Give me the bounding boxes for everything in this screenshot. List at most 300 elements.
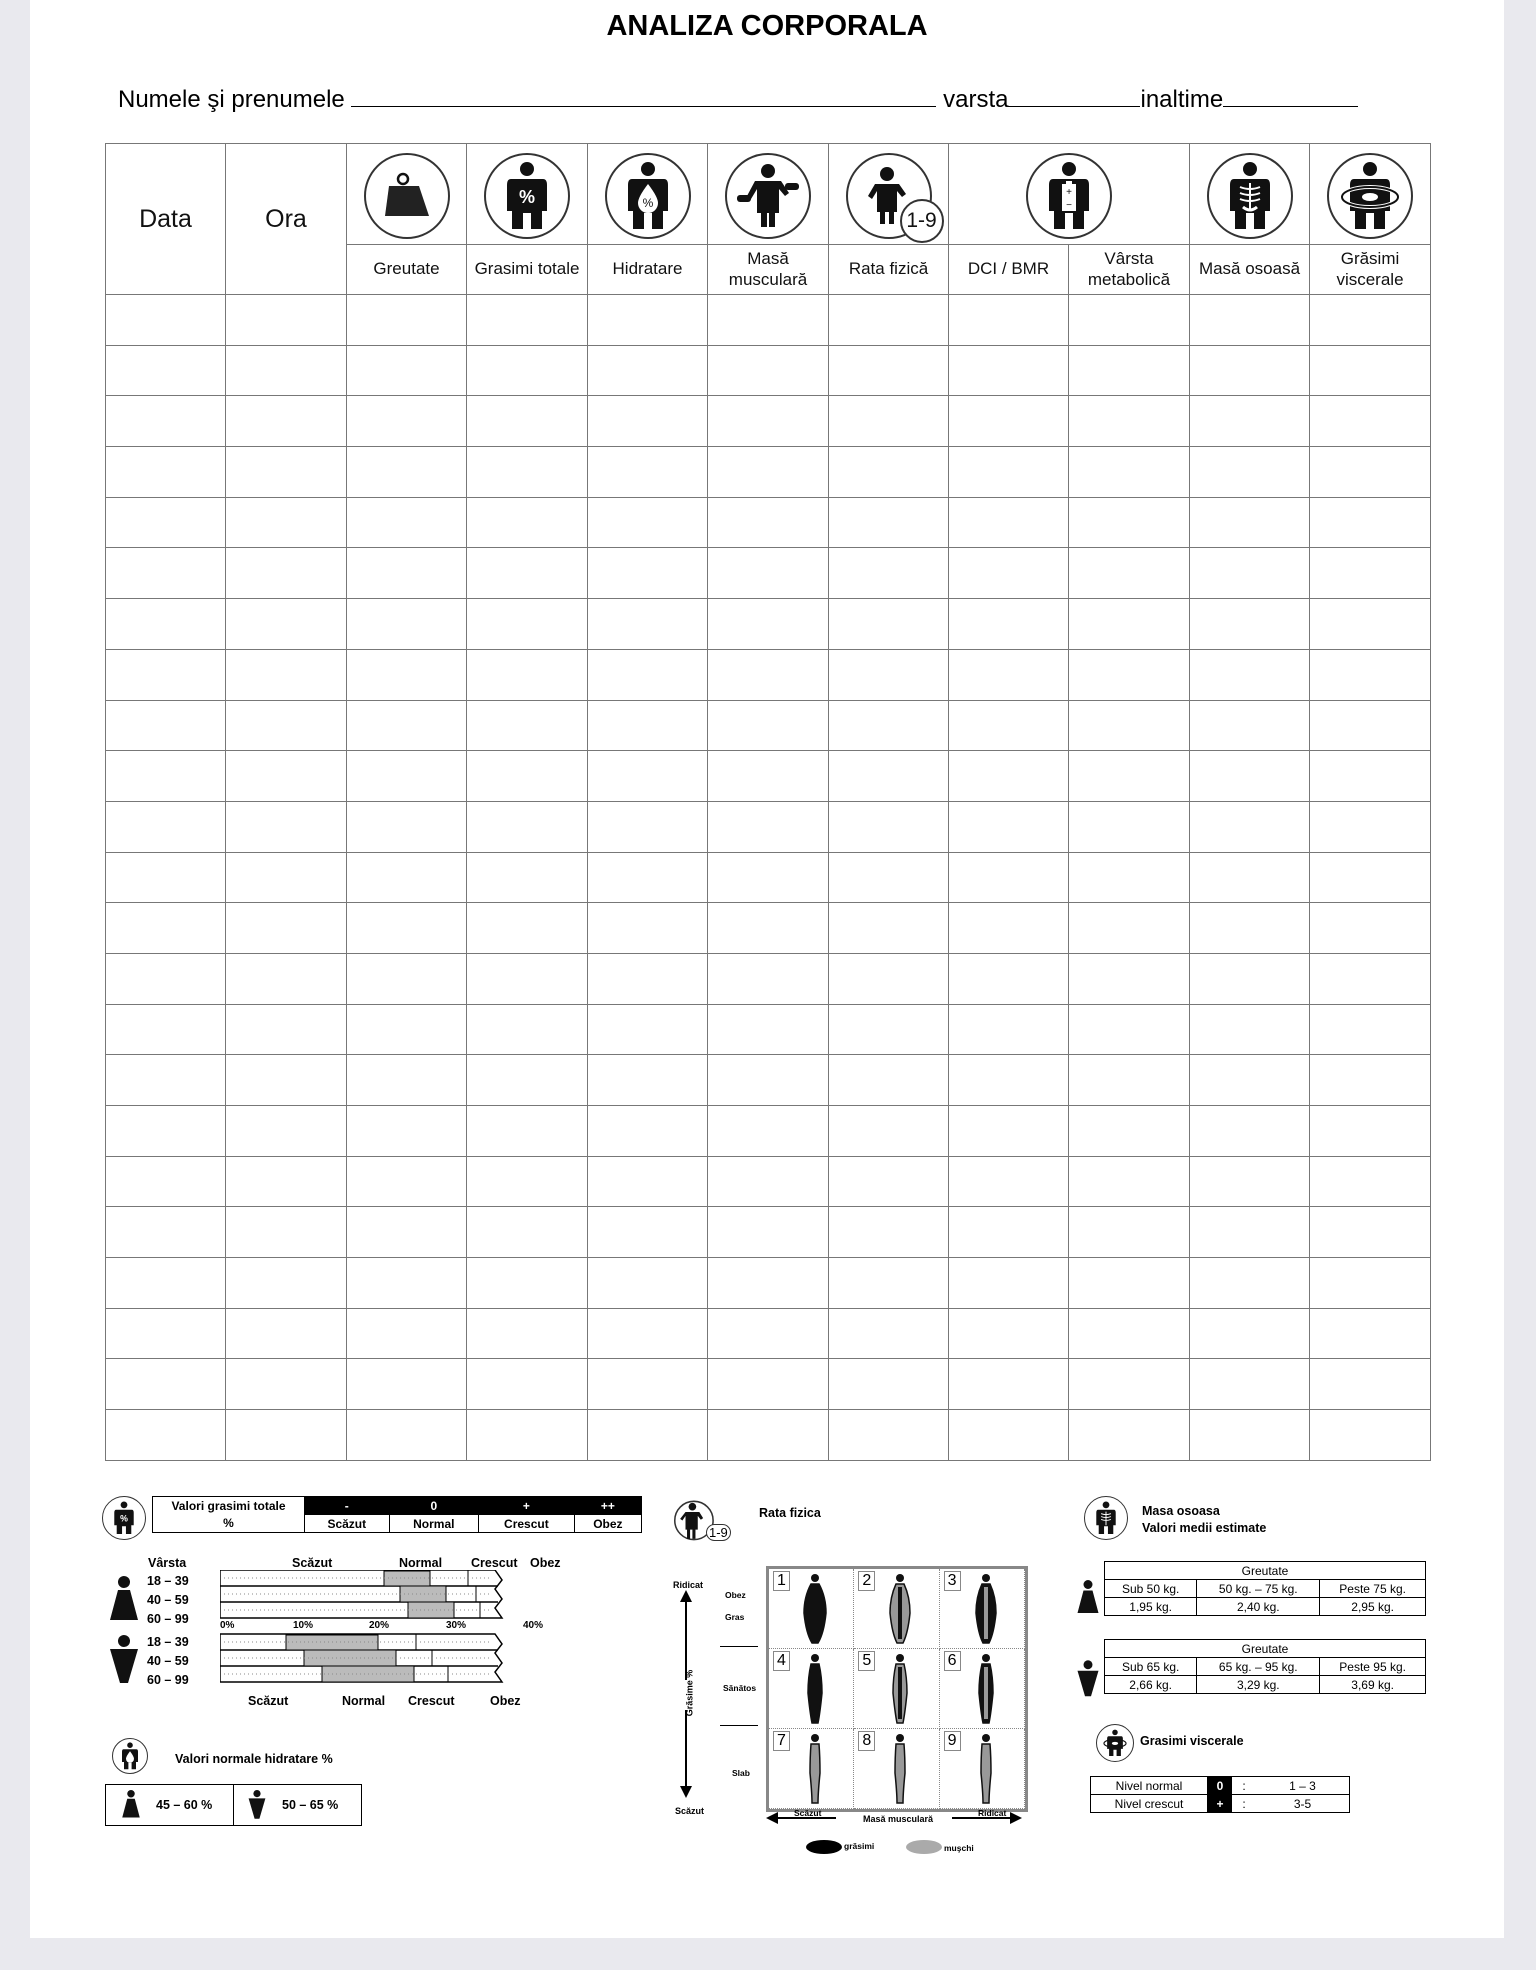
table-cell[interactable] [708,1359,829,1410]
fat-level-symbol: ++ [574,1497,641,1515]
table-cell[interactable] [1190,295,1310,346]
table-cell[interactable] [1069,1410,1190,1461]
table-cell[interactable] [949,903,1069,954]
rata-fizica-icon-cell [829,144,949,245]
physique-badge: 1-9 [900,199,944,243]
table-cell[interactable] [949,295,1069,346]
table-cell[interactable] [106,1207,226,1258]
table-cell[interactable] [1310,852,1431,903]
form-page [30,0,1504,1938]
table-cell[interactable] [1310,953,1431,1004]
table-cell[interactable] [1310,548,1431,599]
table-cell[interactable] [467,1410,588,1461]
table-row [106,1156,1431,1207]
physique-x-right: Ridicat [978,1808,1007,1818]
table-cell[interactable] [106,1308,226,1359]
table-cell[interactable] [1190,751,1310,802]
table-cell[interactable] [708,447,829,498]
table-cell[interactable] [588,953,708,1004]
table-cell[interactable] [1310,801,1431,852]
table-cell[interactable] [949,1004,1069,1055]
table-cell[interactable] [347,1258,467,1309]
hidratare-icon-cell [588,144,708,245]
table-cell[interactable] [347,852,467,903]
table-cell[interactable] [347,649,467,700]
band-label-bottom: Scăzut [248,1694,289,1708]
table-cell[interactable] [949,1156,1069,1207]
table-cell[interactable] [1310,1106,1431,1157]
table-cell[interactable] [1069,649,1190,700]
table-cell[interactable] [106,599,226,650]
table-cell[interactable] [467,953,588,1004]
table-cell[interactable] [949,852,1069,903]
body-figure-icon [795,1653,835,1725]
table-cell[interactable] [829,599,949,650]
table-cell[interactable] [1069,396,1190,447]
table-cell[interactable] [588,396,708,447]
table-cell[interactable] [588,497,708,548]
table-cell[interactable] [1069,447,1190,498]
table-cell[interactable] [106,396,226,447]
table-cell[interactable] [106,1106,226,1157]
table-cell[interactable] [949,1055,1069,1106]
table-cell[interactable] [106,295,226,346]
table-cell[interactable] [347,1106,467,1157]
table-cell[interactable] [588,1258,708,1309]
table-cell[interactable] [467,497,588,548]
table-cell[interactable] [1310,1207,1431,1258]
table-cell[interactable] [347,447,467,498]
table-cell[interactable] [588,295,708,346]
table-cell[interactable] [467,548,588,599]
table-cell[interactable] [347,903,467,954]
table-cell[interactable] [347,953,467,1004]
bone-value: 1,95 kg. [1105,1598,1197,1616]
table-cell[interactable] [106,497,226,548]
table-row [106,1106,1431,1157]
table-cell[interactable] [949,1258,1069,1309]
table-cell[interactable] [1069,295,1190,346]
table-cell[interactable] [829,1258,949,1309]
table-cell[interactable] [106,903,226,954]
table-cell[interactable] [708,852,829,903]
table-cell[interactable] [1190,1106,1310,1157]
table-cell[interactable] [1190,852,1310,903]
physique-legend-muscle: muşchi [944,1843,974,1853]
table-cell[interactable] [1190,396,1310,447]
table-cell[interactable] [829,1156,949,1207]
table-cell[interactable] [1069,1308,1190,1359]
table-cell[interactable] [1310,700,1431,751]
table-cell[interactable] [1069,953,1190,1004]
grasimi-viscerale-icon-cell [1310,144,1431,245]
table-cell[interactable] [226,649,347,700]
table-cell[interactable] [588,751,708,802]
table-cell[interactable] [588,1359,708,1410]
bone-value: 2,95 kg. [1320,1598,1426,1616]
table-cell[interactable] [949,953,1069,1004]
height-field[interactable] [1223,84,1358,107]
table-cell[interactable] [588,599,708,650]
table-cell[interactable] [588,700,708,751]
row-divider [720,1725,758,1726]
table-cell[interactable] [226,599,347,650]
table-cell[interactable] [226,447,347,498]
body-figure-icon [880,1733,920,1805]
table-cell[interactable] [1069,1004,1190,1055]
table-cell[interactable] [347,1004,467,1055]
table-cell[interactable] [467,1106,588,1157]
table-cell[interactable] [347,700,467,751]
table-cell[interactable] [106,649,226,700]
table-cell[interactable] [226,1004,347,1055]
table-cell[interactable] [1190,1308,1310,1359]
table-cell[interactable] [829,1207,949,1258]
table-cell[interactable] [708,1258,829,1309]
table-cell[interactable] [829,497,949,548]
table-row [106,801,1431,852]
table-cell[interactable] [588,1004,708,1055]
table-cell[interactable] [949,1359,1069,1410]
table-cell[interactable] [949,1207,1069,1258]
table-cell[interactable] [226,295,347,346]
table-cell[interactable] [1190,1207,1310,1258]
table-cell[interactable] [347,1308,467,1359]
table-cell[interactable] [1069,700,1190,751]
table-cell[interactable] [829,447,949,498]
table-cell[interactable] [1190,1055,1310,1106]
table-cell[interactable] [467,599,588,650]
table-cell[interactable] [1069,345,1190,396]
table-cell[interactable] [949,700,1069,751]
physique-cell [769,1569,854,1649]
table-cell[interactable] [1190,700,1310,751]
table-cell[interactable] [106,1258,226,1309]
visceral-sep: : [1232,1777,1256,1795]
table-cell[interactable] [1190,1258,1310,1309]
name-field[interactable] [351,84,936,107]
table-cell[interactable] [1310,345,1431,396]
table-cell[interactable] [347,751,467,802]
table-cell[interactable] [1069,599,1190,650]
table-cell[interactable] [106,1410,226,1461]
table-cell[interactable] [226,751,347,802]
table-cell[interactable] [226,852,347,903]
table-cell[interactable] [347,599,467,650]
table-cell[interactable] [829,1004,949,1055]
table-cell[interactable] [467,1055,588,1106]
table-cell[interactable] [829,903,949,954]
table-cell[interactable] [708,1410,829,1461]
table-cell[interactable] [708,953,829,1004]
table-cell[interactable] [588,1106,708,1157]
table-cell[interactable] [106,1359,226,1410]
table-cell[interactable] [226,700,347,751]
table-cell[interactable] [347,1410,467,1461]
table-cell[interactable] [106,1156,226,1207]
table-cell[interactable] [708,548,829,599]
table-cell[interactable] [106,751,226,802]
table-cell[interactable] [1190,903,1310,954]
table-cell[interactable] [467,295,588,346]
table-row [106,1410,1431,1461]
table-cell[interactable] [708,295,829,346]
table-cell[interactable] [1190,953,1310,1004]
male-icon [246,1790,268,1820]
header-masa-musculara: Masă musculară [708,245,829,295]
table-cell[interactable] [226,1156,347,1207]
table-cell[interactable] [1190,1004,1310,1055]
table-cell[interactable] [829,1055,949,1106]
physique-cell [854,1729,939,1809]
table-cell[interactable] [708,751,829,802]
table-cell[interactable] [467,852,588,903]
table-cell[interactable] [829,700,949,751]
table-cell[interactable] [1310,1258,1431,1309]
fat-level-symbol: - [305,1497,390,1515]
table-cell[interactable] [106,447,226,498]
fat-legend-title: Valori grasimi totale [153,1497,305,1515]
table-cell[interactable] [949,548,1069,599]
table-cell[interactable] [829,295,949,346]
physique-x-axis: Masă musculară [863,1814,934,1824]
table-cell[interactable] [1190,1410,1310,1461]
table-cell[interactable] [106,1055,226,1106]
table-cell[interactable] [1069,1258,1190,1309]
visceral-level-symbol: + [1208,1795,1233,1813]
table-cell[interactable] [1310,649,1431,700]
table-cell[interactable] [708,801,829,852]
table-cell[interactable] [467,396,588,447]
table-cell[interactable] [708,903,829,954]
hydration-drop-icon [605,153,691,239]
table-cell[interactable] [588,852,708,903]
table-cell[interactable] [347,1207,467,1258]
table-row [106,345,1431,396]
bone-value: 3,69 kg. [1320,1676,1426,1694]
table-cell[interactable] [829,1106,949,1157]
body-figure-icon [966,1573,1006,1645]
table-cell[interactable] [226,548,347,599]
header-hidratare: Hidratare [588,245,708,295]
table-cell[interactable] [949,801,1069,852]
table-cell[interactable] [467,1258,588,1309]
table-cell[interactable] [708,1106,829,1157]
table-cell[interactable] [588,447,708,498]
table-cell[interactable] [467,801,588,852]
table-cell[interactable] [226,1359,347,1410]
table-cell[interactable] [1310,1308,1431,1359]
table-cell[interactable] [1190,599,1310,650]
table-cell[interactable] [588,548,708,599]
table-cell[interactable] [949,1410,1069,1461]
table-cell[interactable] [347,1359,467,1410]
table-cell[interactable] [949,1106,1069,1157]
age-field[interactable] [1008,84,1140,107]
table-cell[interactable] [106,700,226,751]
table-cell[interactable] [949,396,1069,447]
table-cell[interactable] [1069,1207,1190,1258]
physique-y-top: Ridicat [673,1580,704,1590]
physique-cell [769,1729,854,1809]
table-cell[interactable] [1310,1359,1431,1410]
table-cell[interactable] [106,1004,226,1055]
table-cell[interactable] [949,447,1069,498]
table-cell[interactable] [226,953,347,1004]
table-cell[interactable] [1310,1055,1431,1106]
table-cell[interactable] [829,953,949,1004]
table-cell[interactable] [467,1359,588,1410]
table-cell[interactable] [1190,548,1310,599]
table-cell[interactable] [1310,497,1431,548]
table-cell[interactable] [708,396,829,447]
table-cell[interactable] [829,1359,949,1410]
table-cell[interactable] [1310,751,1431,802]
table-cell[interactable] [347,396,467,447]
table-cell[interactable] [347,801,467,852]
table-cell[interactable] [226,345,347,396]
table-cell[interactable] [1069,1359,1190,1410]
table-cell[interactable] [347,497,467,548]
table-cell[interactable] [1310,1004,1431,1055]
table-cell[interactable] [106,852,226,903]
table-cell[interactable] [829,548,949,599]
table-cell[interactable] [708,700,829,751]
table-cell[interactable] [708,497,829,548]
table-cell[interactable] [467,903,588,954]
table-cell[interactable] [708,345,829,396]
table-cell[interactable] [1069,903,1190,954]
table-cell[interactable] [949,751,1069,802]
table-cell[interactable] [226,1207,347,1258]
table-cell[interactable] [829,396,949,447]
table-cell[interactable] [949,1308,1069,1359]
table-cell[interactable] [347,1156,467,1207]
table-cell[interactable] [708,649,829,700]
table-cell[interactable] [347,1055,467,1106]
table-cell[interactable] [1310,1156,1431,1207]
table-cell[interactable] [1190,1359,1310,1410]
table-cell[interactable] [1069,801,1190,852]
table-cell[interactable] [106,548,226,599]
table-cell[interactable] [829,649,949,700]
female-icon [120,1790,142,1820]
table-cell[interactable] [708,1156,829,1207]
physique-cell [854,1649,939,1729]
table-cell[interactable] [1310,295,1431,346]
table-cell[interactable] [588,649,708,700]
table-cell[interactable] [226,497,347,548]
table-cell[interactable] [588,1207,708,1258]
table-cell[interactable] [588,1156,708,1207]
table-cell[interactable] [106,345,226,396]
table-cell[interactable] [829,852,949,903]
table-cell[interactable] [226,396,347,447]
table-cell[interactable] [226,801,347,852]
header-masa-osoasa: Masă osoasă [1190,245,1310,295]
table-cell[interactable] [226,1055,347,1106]
table-cell[interactable] [588,903,708,954]
table-cell[interactable] [708,1055,829,1106]
table-cell[interactable] [467,447,588,498]
table-cell[interactable] [467,1308,588,1359]
table-cell[interactable] [829,345,949,396]
table-cell[interactable] [1310,396,1431,447]
table-cell[interactable] [1069,497,1190,548]
table-cell[interactable] [949,599,1069,650]
table-cell[interactable] [226,903,347,954]
table-cell[interactable] [829,1308,949,1359]
table-cell[interactable] [347,548,467,599]
table-cell[interactable] [467,1004,588,1055]
table-cell[interactable] [1190,447,1310,498]
table-cell[interactable] [588,345,708,396]
table-cell[interactable] [1310,903,1431,954]
table-cell[interactable] [106,953,226,1004]
svg-text:%: % [642,195,653,210]
table-cell[interactable] [708,1004,829,1055]
table-cell[interactable] [467,649,588,700]
bone-range: 65 kg. – 95 kg. [1197,1658,1320,1676]
table-cell[interactable] [106,801,226,852]
table-cell[interactable] [829,1410,949,1461]
table-cell[interactable] [1310,447,1431,498]
table-cell[interactable] [226,1258,347,1309]
table-cell[interactable] [1190,1156,1310,1207]
scale-tick: 20% [369,1620,390,1631]
table-cell[interactable] [588,1308,708,1359]
table-cell[interactable] [949,649,1069,700]
table-cell[interactable] [1310,1410,1431,1461]
table-cell[interactable] [347,295,467,346]
table-cell[interactable] [1069,852,1190,903]
table-cell[interactable] [226,1106,347,1157]
table-cell[interactable] [467,1156,588,1207]
table-cell[interactable] [347,345,467,396]
table-row [106,751,1431,802]
table-cell[interactable] [1190,801,1310,852]
table-cell[interactable] [588,1055,708,1106]
table-cell[interactable] [226,1410,347,1461]
table-cell[interactable] [708,1207,829,1258]
table-cell[interactable] [1069,1055,1190,1106]
table-cell[interactable] [829,801,949,852]
table-cell[interactable] [1310,599,1431,650]
table-cell[interactable] [949,497,1069,548]
table-cell[interactable] [1190,649,1310,700]
table-cell[interactable] [1069,548,1190,599]
table-cell[interactable] [467,345,588,396]
table-cell[interactable] [829,751,949,802]
table-cell[interactable] [1069,1106,1190,1157]
table-cell[interactable] [708,1308,829,1359]
table-cell[interactable] [1190,345,1310,396]
table-cell[interactable] [467,1207,588,1258]
table-cell[interactable] [1190,497,1310,548]
visceral-table [1090,1776,1350,1813]
svg-text:−: − [1066,199,1072,211]
table-row [106,953,1431,1004]
table-cell[interactable] [708,599,829,650]
table-cell[interactable] [1069,751,1190,802]
table-cell[interactable] [226,1308,347,1359]
table-cell[interactable] [1069,1156,1190,1207]
table-cell[interactable] [467,700,588,751]
table-cell[interactable] [588,1410,708,1461]
table-cell[interactable] [949,345,1069,396]
table-cell[interactable] [467,751,588,802]
table-cell[interactable] [588,801,708,852]
